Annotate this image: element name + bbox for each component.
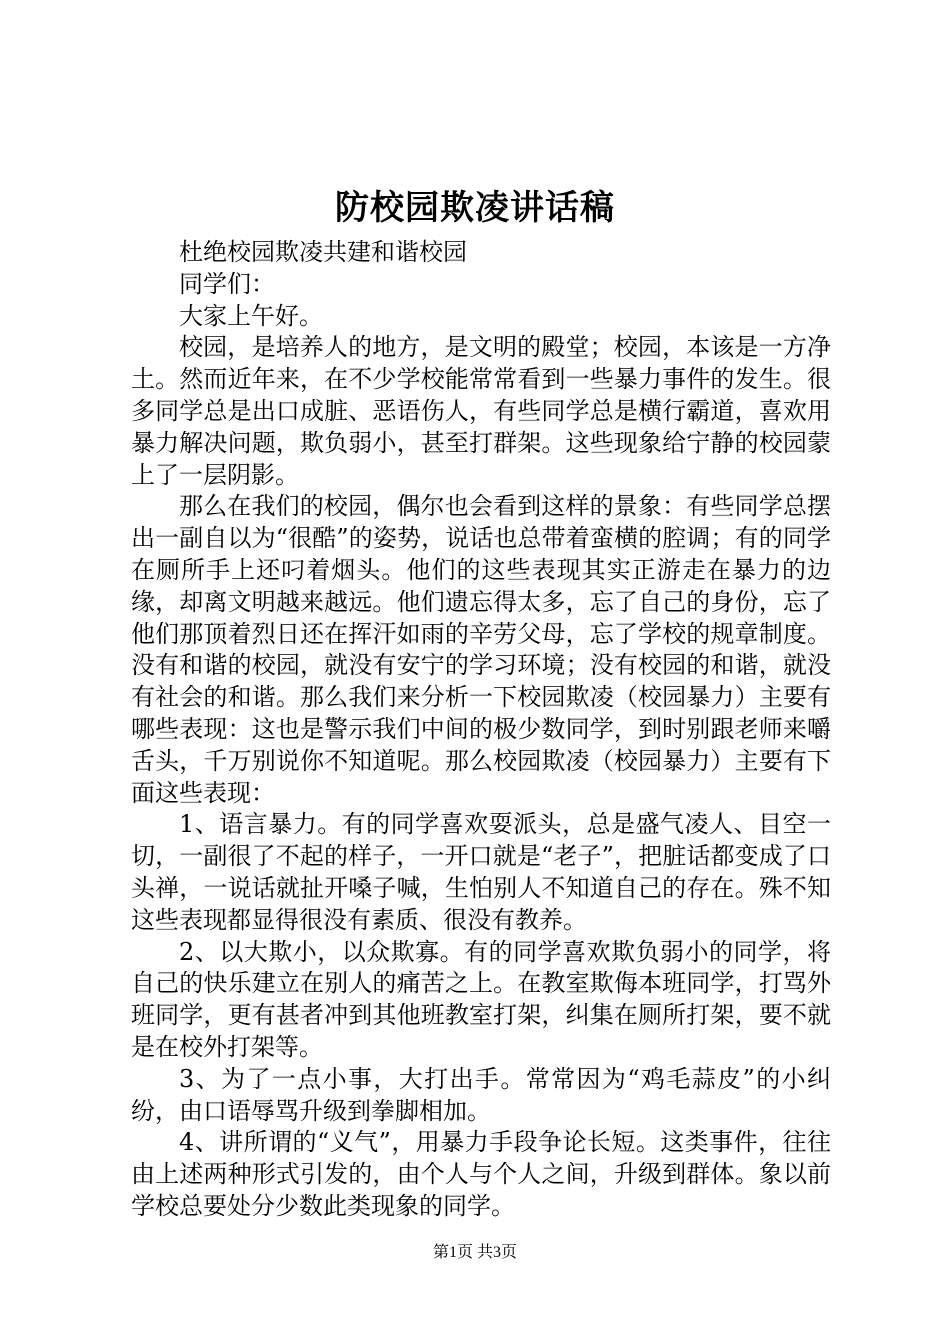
paragraph-phenomena: 那么在我们的校园，偶尔也会看到这样的景象：有些同学总摆出一副自以为“很酷”的姿势，说话也总带着蛮横的腔调；有的同学在厕所手上还叼着烟头。他们的这些表现其实正游走在暴力的边缘，却离文明越来越远。他们遗忘得太多，忘了自己的身份，忘了他们那顶着烈日还在挥汗如雨的辛劳父母，忘了学校的规章制度。没有和谐的校园，就没有安宁的学习环境；没有校园的和谐，就没有社会的和谐。那么我们来分析一下校园欺凌（校园暴力）主要有哪些表现：这也是警示我们中间的极少数同学，到时别跟老师来嚼舌头，千万别说你不知道呢。那么校园欺凌（校园暴力）主要有下面这些表现： — [131, 492, 831, 807]
paragraph-point-2: 2、以大欺小，以众欺寡。有的同学喜欢欺负弱小的同学，将自己的快乐建立在别人的痛苦之上。在教室欺侮本班同学，打骂外班同学，更有甚者冲到其他班教室打架，纠集在厕所打架，要不就是在校外打架等。 — [131, 937, 831, 1061]
page-number: 第1页 共3页 — [432, 1244, 517, 1261]
paragraph-point-1: 1、语言暴力。有的同学喜欢耍派头，总是盛气凌人、目空一切，一副很了不起的样子，一开口就是“老子”，把脏话都变成了口头禅，一说话就扯开嗓子喊，生怕别人不知道自己的存在。殊不知这些表现都显得很没有素质、很没有教养。 — [131, 810, 831, 934]
greeting: 大家上午好。 — [179, 301, 323, 330]
speech-subtitle: 杜绝校园欺凌共建和谐校园 — [179, 238, 467, 266]
document-body — [131, 237, 831, 1223]
paragraph-point-4: 4、讲所谓的“义气”，用暴力手段争论长短。这类事件，往往由上述两种形式引发的，由个人与个人之间，升级到群体。象以前学校总要处分少数此类现象的同学。 — [131, 1128, 831, 1220]
document-title: 防校园欺凌讲话稿 — [335, 188, 615, 228]
paragraph-intro: 校园，是培养人的地方，是文明的殿堂；校园，本该是一方净土。然而近年来，在不少学校能常常看到一些暴力事件的发生。很多同学总是出口成脏、恶语伤人，有些同学总是横行霸道，喜欢用暴力解决问题，欺负弱小，甚至打群架。这些现象给宁静的校园蒙上了一层阴影。 — [131, 333, 831, 489]
salutation: 同学们： — [179, 269, 275, 298]
paragraph-point-3: 3、为了一点小事，大打出手。常常因为“鸡毛蒜皮”的小纠纷，由口语辱骂升级到拳脚相加。 — [131, 1064, 831, 1125]
